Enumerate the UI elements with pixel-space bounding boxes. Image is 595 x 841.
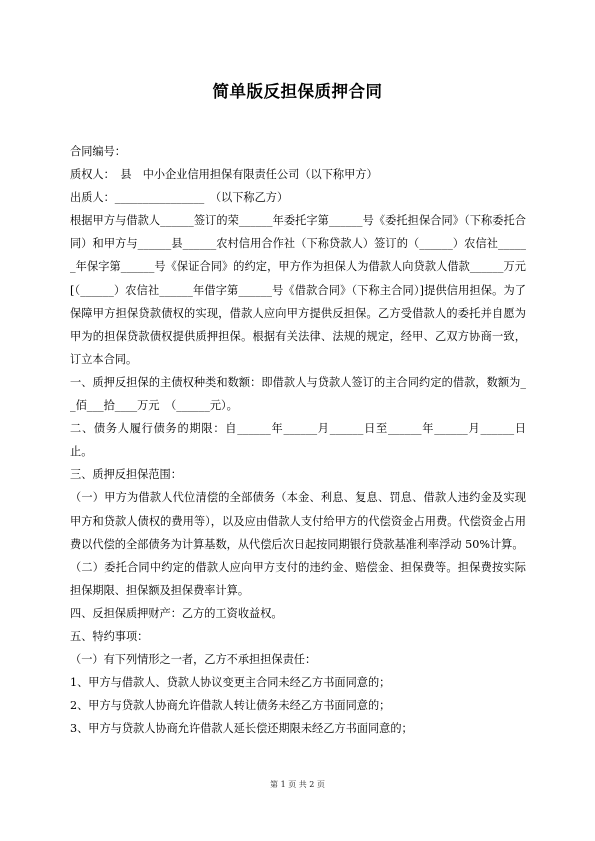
clause-5-item-2: 2、甲方与贷款人协商允许借款人转让债务未经乙方书面同意的；: [70, 699, 391, 713]
clause-5-heading: 五、特约事项：: [70, 629, 149, 643]
clause-3-item-1: （一）甲方为借款人代位清偿的全部债务（本金、利息、复息、罚息、借款人违约金及实现甲方和贷款人债权的费用等），以及应由借款人支付给甲方的代偿资金占用费。代偿资金占用费以代偿的全部债务为计算基数，从代偿后次日起按同期银行贷款基准利率浮动 50%计算。: [70, 491, 526, 551]
clause-5-subheading: （一）有下列情形之一者，乙方不承担担保责任：: [70, 653, 317, 667]
clause-3-item-2: （二）委托合同中约定的借款人应向甲方支付的违约金、赔偿金、担保费等。担保费按实际担保期限、担保额及担保费率计算。: [70, 560, 526, 597]
clause-4-paragraph: 四、反担保质押财产：乙方的工资收益权。: [70, 606, 283, 620]
pledgee-line: 质权人： 县 中小企业信用担保有限责任公司（以下称甲方）: [70, 168, 378, 182]
contract-number-line: 合同编号：: [70, 145, 126, 158]
page-footer: 第 1 页 共 2 页: [270, 780, 325, 789]
document-title: 简单版反担保质押合同: [212, 82, 383, 101]
contract-body: [70, 140, 526, 740]
clause-2-paragraph: 二、债务人履行债务的期限：自______年______月______日至______年______月______日止。: [70, 422, 526, 459]
clause-5-item-1: 1、甲方与借款人、贷款人协议变更主合同未经乙方书面同意的；: [70, 676, 391, 690]
pledgor-line: 出质人：________________ （以下称乙方）: [70, 191, 289, 205]
preamble-paragraph: 根据甲方与借款人______签订的荣______年委托字第______号《委托担保合同》（下称委托合同）和甲方与______县______农村信用合作社（下称贷款人）签订的（______）农信社______年保字第______号《保证合同》的约定，甲方作为担保人为借款人向贷款人借款______万元[（______）农信社______年借字第______号《借款合同》（下称主合同）]提供信用担保。为了保障甲方担保贷款债权的实现，借款人应向甲方提供反担保。乙方受借款人的委托并自愿为甲为的担保贷款债权提供质押担保。根据有关法律、法规的规定，经甲、乙双方协商一致，订立本合同。: [70, 214, 526, 366]
clause-3-heading: 三、质押反担保范围：: [70, 468, 182, 482]
clause-1-paragraph: 一、质押反担保的主债权种类和数额：即借款人与贷款人签订的主合同约定的借款，数额为__佰___拾____万元 （______元）。: [70, 375, 526, 413]
clause-5-item-3: 3、甲方与贷款人协商允许借款人延长偿还期限未经乙方书面同意的；: [70, 722, 413, 736]
